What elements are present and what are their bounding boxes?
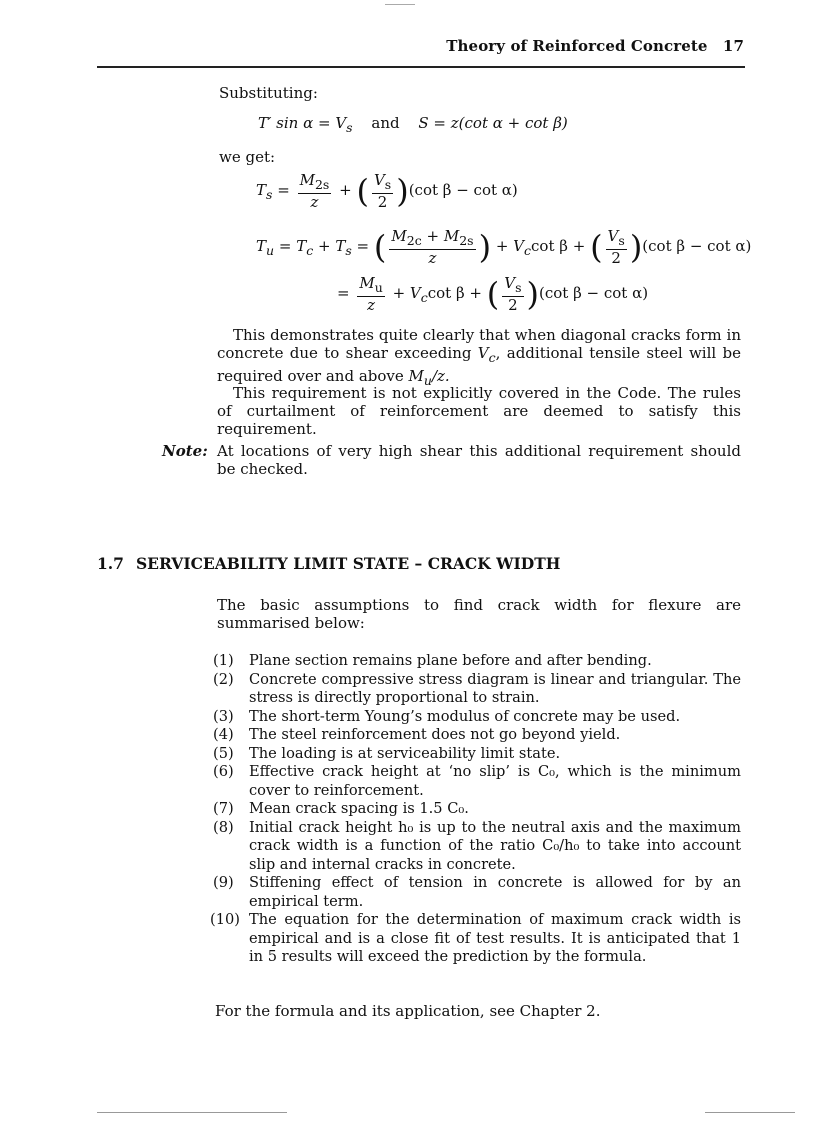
equation-tu: $T_u = T_c + T_s$ = ( $\frac{M_{2c} + M_{2s}}{z}$ ) + $V_c\cot$ β + ( $\frac{V_s}{2}$ )(cot β − cot α): [256, 227, 752, 267]
section-heading: [97, 554, 560, 573]
fraction-vs-over-2: $\frac{V_s}{2}$: [607, 227, 625, 267]
list-item-text: Stiffening effect of tension in concrete is allowed for by an empirical term.: [249, 874, 741, 910]
list-item-text: The steel reinforcement does not go beyond yield.: [249, 726, 621, 743]
header-rule: [97, 66, 745, 68]
list-item-marker: (7): [213, 800, 234, 817]
footer-rule-left: [97, 1112, 287, 1113]
list-item: [213, 745, 741, 764]
list-item: [213, 819, 741, 875]
list-item: [213, 708, 741, 727]
list-item-text: Concrete compressive stress diagram is linear and triangular. The stress is directly proportional to strain.: [249, 670, 741, 706]
assumptions-list: [210, 652, 741, 967]
footer-rule-right: [705, 1112, 795, 1113]
fraction-m2s-over-z: $\frac{M_{2s}}{z}$: [299, 171, 330, 211]
header-title: Theory of Reinforced Concrete: [446, 37, 708, 55]
list-item: [213, 800, 741, 819]
equation-substitution: T′ $\sin \alpha = V_s$ and S = z(cot α + cot β): [258, 114, 568, 135]
list-item-text: The equation for the determination of maximum crack width is empirical and is a close fit of test results. It is anticipated that 1 in 5 results will exceed the prediction by the formula.: [249, 911, 741, 965]
list-item-marker: (6): [213, 763, 234, 780]
list-item-marker: (1): [213, 652, 234, 669]
paragraph-diagonal-cracks: This demonstrates quite clearly that when diagonal cracks form in concrete due to shear exceeding $V_c$, additional tensile steel will be required over and above $M_u/z$.: [217, 326, 741, 388]
list-item-marker: (10): [210, 911, 240, 928]
list-item-marker: (4): [213, 726, 234, 743]
closing-paragraph: For the formula and its application, see Chapter 2.: [215, 1002, 601, 1020]
paragraph-code-requirement: This requirement is not explicitly covered in the Code. The rules of curtailment of reinforcement are deemed to satisfy this requirement.: [217, 384, 741, 438]
list-item: [213, 763, 741, 800]
section-title: SERVICEABILITY LIMIT STATE – CRACK WIDTH: [135, 554, 561, 573]
list-item-marker: (5): [213, 744, 234, 762]
equation-tu-simplified: = $\frac{M_u}{z}$ + $V_c\cot$ β + ( $\frac{V_s}{2}$ )(cot β − cot α): [337, 274, 649, 314]
note-label: Note:: [162, 442, 208, 460]
list-item: [213, 652, 741, 671]
note-text: At locations of very high shear this additional requirement should be checked.: [217, 442, 741, 478]
intro-paragraph: The basic assumptions to find crack width for flexure are summarised below:: [217, 596, 741, 632]
equation-ts: $T_s$ = $\frac{M_{2s}}{z}$ + ( $\frac{V_s}{2}$ )(cot β − cot α): [256, 171, 518, 211]
page-number: 17: [722, 37, 744, 55]
list-item-text: Effective crack height at ‘no slip’ is C₀, which is the minimum cover to reinforcement.: [249, 763, 741, 799]
running-header: [446, 37, 744, 55]
top-edge-mark: [385, 4, 415, 5]
list-item-marker: (8): [213, 818, 234, 836]
list-item-text: Plane section remains plane before and after bending.: [249, 652, 652, 669]
list-item: [213, 874, 741, 911]
fraction-vs-over-2: $\frac{V_s}{2}$: [504, 274, 522, 314]
list-item-marker: (2): [213, 670, 234, 688]
fraction-mu-over-z: $\frac{M_u}{z}$: [359, 274, 383, 314]
list-item: [210, 911, 741, 967]
list-item-text: The loading is at serviceability limit state.: [249, 744, 561, 762]
fraction-vs-over-2: $\frac{V_s}{2}$: [373, 171, 392, 211]
substituting-label: Substituting:: [219, 84, 318, 102]
fraction-m2c-m2s-over-z: $\frac{M_{2c} + M_{2s}}{z}$: [391, 227, 474, 267]
list-item: [213, 726, 741, 745]
section-number: 1.7: [97, 554, 124, 573]
list-item-text: Initial crack height h₀ is up to the neutral axis and the maximum crack width is a function of the ratio C₀/h₀ to take into account slip and internal cracks in concrete.: [249, 818, 741, 873]
list-item-marker: (3): [213, 707, 234, 725]
list-item-text: Mean crack spacing is 1.5 C₀.: [249, 800, 469, 817]
list-item-marker: (9): [213, 874, 234, 891]
list-item: [213, 671, 741, 708]
we-get-label: we get:: [219, 148, 276, 166]
list-item-text: The short-term Young’s modulus of concrete may be used.: [249, 707, 681, 725]
